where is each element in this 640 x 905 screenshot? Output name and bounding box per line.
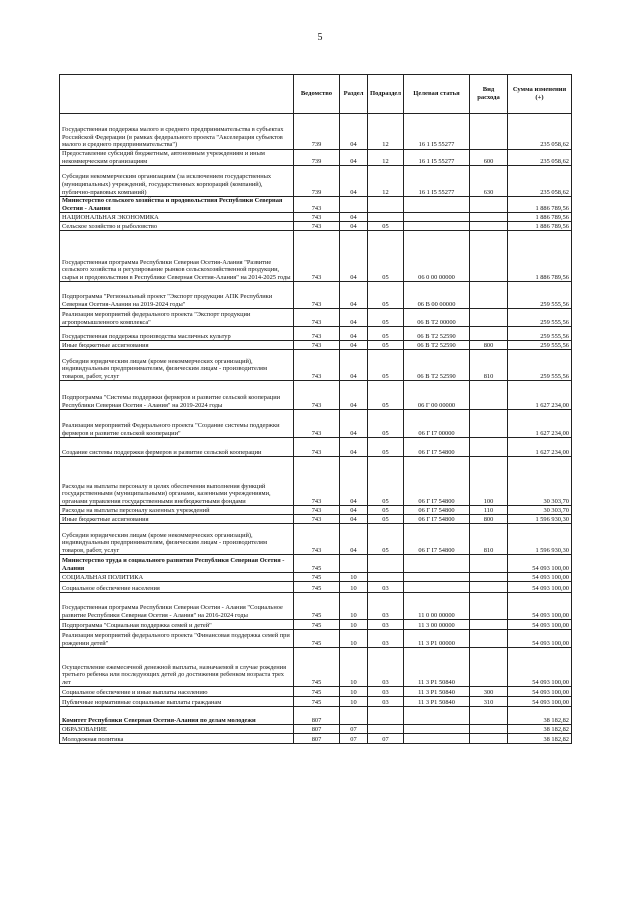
cell-target: 11 3 P1 50840 bbox=[404, 687, 470, 697]
cell-dept: 743 bbox=[294, 410, 340, 438]
cell-amount: 1 596 930,30 bbox=[508, 524, 572, 555]
cell-subsection bbox=[368, 725, 404, 734]
cell-name: Предоставление субсидий бюджетным, автономным учреждениям и иным некоммерческим организациям bbox=[60, 150, 294, 166]
cell-section: 10 bbox=[340, 697, 368, 707]
cell-dept: 743 bbox=[294, 197, 340, 213]
cell-exp-type: 630 bbox=[470, 166, 508, 197]
table-row bbox=[60, 213, 572, 222]
table-row bbox=[60, 438, 572, 457]
cell-amount: 30 303,70 bbox=[508, 457, 572, 506]
cell-target bbox=[404, 573, 470, 582]
table-row bbox=[60, 327, 572, 341]
cell-name: Субсидии некоммерческим организациям (за исключением государственных (муниципальных) учреждений, государственных корпораций (компаний), публично-правовых компаний) bbox=[60, 166, 294, 197]
cell-dept: 745 bbox=[294, 555, 340, 573]
cell-subsection: 12 bbox=[368, 166, 404, 197]
cell-section: 04 bbox=[340, 350, 368, 381]
cell-exp-type: 600 bbox=[470, 150, 508, 166]
cell-name: Комитет Республики Северная Осетия-Алания по делам молодежи bbox=[60, 707, 294, 725]
cell-subsection: 05 bbox=[368, 309, 404, 327]
cell-amount: 1 627 234,00 bbox=[508, 410, 572, 438]
cell-target bbox=[404, 222, 470, 231]
cell-dept: 807 bbox=[294, 707, 340, 725]
cell-exp-type: 110 bbox=[470, 506, 508, 515]
cell-target: 06 В 00 00000 bbox=[404, 282, 470, 309]
cell-dept: 743 bbox=[294, 213, 340, 222]
cell-name: Субсидии юридическим лицам (кроме некоммерческих организаций), индивидуальным предпринимателям, физическим лицам - производителям товаров, работ, услуг bbox=[60, 350, 294, 381]
cell-exp-type bbox=[470, 231, 508, 282]
table-row bbox=[60, 231, 572, 282]
cell-target bbox=[404, 734, 470, 744]
cell-subsection: 12 bbox=[368, 114, 404, 150]
cell-exp-type: 310 bbox=[470, 697, 508, 707]
cell-dept: 743 bbox=[294, 341, 340, 350]
cell-section: 10 bbox=[340, 687, 368, 697]
cell-subsection: 03 bbox=[368, 582, 404, 593]
cell-subsection: 05 bbox=[368, 350, 404, 381]
cell-subsection: 05 bbox=[368, 381, 404, 410]
cell-section: 07 bbox=[340, 725, 368, 734]
table-row bbox=[60, 114, 572, 150]
cell-dept: 739 bbox=[294, 150, 340, 166]
header-amount: Сумма изменения (+) bbox=[508, 75, 572, 114]
cell-name: Социальное обеспечение и иные выплаты населению bbox=[60, 687, 294, 697]
table-header-row bbox=[60, 75, 572, 114]
cell-dept: 743 bbox=[294, 506, 340, 515]
cell-exp-type bbox=[470, 381, 508, 410]
header-section: Раздел bbox=[340, 75, 368, 114]
table-row bbox=[60, 524, 572, 555]
cell-section: 10 bbox=[340, 630, 368, 648]
cell-exp-type: 810 bbox=[470, 524, 508, 555]
cell-amount: 1 886 789,56 bbox=[508, 222, 572, 231]
cell-amount: 54 093 100,00 bbox=[508, 620, 572, 630]
table-row bbox=[60, 697, 572, 707]
cell-exp-type bbox=[470, 582, 508, 593]
cell-dept: 743 bbox=[294, 457, 340, 506]
cell-amount: 1 596 930,30 bbox=[508, 515, 572, 524]
cell-section bbox=[340, 707, 368, 725]
cell-name: Публичные нормативные социальные выплаты гражданам bbox=[60, 697, 294, 707]
cell-section: 04 bbox=[340, 282, 368, 309]
cell-name: Расходы на выплаты персоналу в целях обеспечения выполнения функций государственными (муниципальными) органами, казенными учреждениями, органами управления государственными внебюджетными фондами bbox=[60, 457, 294, 506]
cell-section: 04 bbox=[340, 309, 368, 327]
table-row bbox=[60, 350, 572, 381]
cell-target: 06 Г I7 54800 bbox=[404, 438, 470, 457]
cell-exp-type bbox=[470, 573, 508, 582]
cell-amount: 30 303,70 bbox=[508, 506, 572, 515]
cell-target: 16 1 I5 55277 bbox=[404, 150, 470, 166]
cell-section: 10 bbox=[340, 593, 368, 620]
cell-exp-type bbox=[470, 309, 508, 327]
cell-exp-type bbox=[470, 114, 508, 150]
cell-subsection: 05 bbox=[368, 282, 404, 309]
cell-target: 06 0 00 00000 bbox=[404, 231, 470, 282]
cell-amount: 235 058,62 bbox=[508, 166, 572, 197]
cell-target bbox=[404, 707, 470, 725]
cell-subsection: 07 bbox=[368, 734, 404, 744]
cell-exp-type bbox=[470, 410, 508, 438]
cell-name: Государственная программа Республики Северная Осетия-Алания "Развитие сельского хозяйства и регулирование рынков сельскохозяйственной продукции, сырья и продовольствия в Республике Северная Осетия-Алания" на 2014-2025 годы bbox=[60, 231, 294, 282]
cell-exp-type bbox=[470, 630, 508, 648]
table-row bbox=[60, 648, 572, 687]
table-row bbox=[60, 282, 572, 309]
cell-dept: 745 bbox=[294, 573, 340, 582]
cell-amount: 1 886 789,56 bbox=[508, 197, 572, 213]
cell-exp-type bbox=[470, 734, 508, 744]
cell-dept: 743 bbox=[294, 438, 340, 457]
cell-target: 11 3 P1 50840 bbox=[404, 648, 470, 687]
cell-exp-type bbox=[470, 213, 508, 222]
cell-target: 11 0 00 00000 bbox=[404, 593, 470, 620]
cell-target: 06 В Т2 00000 bbox=[404, 309, 470, 327]
table-row bbox=[60, 506, 572, 515]
cell-subsection: 03 bbox=[368, 620, 404, 630]
cell-dept: 745 bbox=[294, 582, 340, 593]
table-row bbox=[60, 620, 572, 630]
cell-target: 06 В Т2 52590 bbox=[404, 350, 470, 381]
cell-exp-type: 300 bbox=[470, 687, 508, 697]
cell-target: 11 3 P1 00000 bbox=[404, 630, 470, 648]
cell-section bbox=[340, 555, 368, 573]
table-row bbox=[60, 222, 572, 231]
cell-exp-type bbox=[470, 282, 508, 309]
table-row bbox=[60, 555, 572, 573]
cell-amount: 259 555,56 bbox=[508, 341, 572, 350]
cell-exp-type bbox=[470, 620, 508, 630]
table-row bbox=[60, 197, 572, 213]
cell-section: 04 bbox=[340, 213, 368, 222]
cell-dept: 745 bbox=[294, 593, 340, 620]
budget-table bbox=[59, 74, 572, 744]
cell-section: 04 bbox=[340, 327, 368, 341]
cell-dept: 745 bbox=[294, 697, 340, 707]
cell-target: 06 В Т2 52590 bbox=[404, 327, 470, 341]
table-row bbox=[60, 593, 572, 620]
cell-dept: 743 bbox=[294, 381, 340, 410]
cell-name: Министерство сельского хозяйства и продовольствия Республики Северная Осетия - Алания bbox=[60, 197, 294, 213]
cell-amount: 259 555,56 bbox=[508, 282, 572, 309]
cell-section: 04 bbox=[340, 222, 368, 231]
cell-section: 04 bbox=[340, 515, 368, 524]
cell-section: 04 bbox=[340, 381, 368, 410]
cell-subsection: 05 bbox=[368, 515, 404, 524]
cell-amount: 1 886 789,56 bbox=[508, 231, 572, 282]
cell-dept: 807 bbox=[294, 725, 340, 734]
cell-subsection: 12 bbox=[368, 150, 404, 166]
cell-target: 06 Г I7 54800 bbox=[404, 515, 470, 524]
cell-section: 10 bbox=[340, 573, 368, 582]
cell-target bbox=[404, 725, 470, 734]
cell-exp-type bbox=[470, 438, 508, 457]
cell-subsection: 05 bbox=[368, 410, 404, 438]
cell-amount: 54 093 100,00 bbox=[508, 582, 572, 593]
cell-dept: 743 bbox=[294, 327, 340, 341]
cell-exp-type bbox=[470, 197, 508, 213]
cell-section: 04 bbox=[340, 114, 368, 150]
cell-amount: 54 093 100,00 bbox=[508, 630, 572, 648]
cell-section bbox=[340, 197, 368, 213]
cell-dept: 739 bbox=[294, 114, 340, 150]
header-target: Целевая статья bbox=[404, 75, 470, 114]
cell-amount: 54 093 100,00 bbox=[508, 555, 572, 573]
cell-subsection: 05 bbox=[368, 222, 404, 231]
table-row bbox=[60, 457, 572, 506]
cell-name: Подпрограмма "Системы поддержки фермеров и развитие сельской кооперации Республики Северная Осетия - Алания" на 2019-2024 годы bbox=[60, 381, 294, 410]
cell-subsection: 03 bbox=[368, 687, 404, 697]
cell-target: 16 1 I5 55277 bbox=[404, 166, 470, 197]
cell-dept: 745 bbox=[294, 648, 340, 687]
cell-target: 06 В Т2 52590 bbox=[404, 341, 470, 350]
cell-amount: 235 058,62 bbox=[508, 150, 572, 166]
cell-subsection: 03 bbox=[368, 697, 404, 707]
cell-amount: 1 627 234,00 bbox=[508, 381, 572, 410]
cell-subsection bbox=[368, 213, 404, 222]
cell-name: НАЦИОНАЛЬНАЯ ЭКОНОМИКА bbox=[60, 213, 294, 222]
table-row bbox=[60, 687, 572, 697]
cell-subsection bbox=[368, 197, 404, 213]
cell-name: Социальное обеспечение населения bbox=[60, 582, 294, 593]
cell-target bbox=[404, 213, 470, 222]
cell-subsection bbox=[368, 555, 404, 573]
header-dept: Ведомство bbox=[294, 75, 340, 114]
table-row bbox=[60, 381, 572, 410]
cell-name: Реализация мероприятий федерального проекта "Экспорт продукции агропромышленного комплекса" bbox=[60, 309, 294, 327]
cell-target: 06 Г 00 00000 bbox=[404, 381, 470, 410]
cell-name: Сельское хозяйство и рыболовство bbox=[60, 222, 294, 231]
cell-amount: 54 093 100,00 bbox=[508, 593, 572, 620]
cell-target: 16 1 I5 55277 bbox=[404, 114, 470, 150]
cell-target: 11 3 P1 50840 bbox=[404, 697, 470, 707]
cell-dept: 743 bbox=[294, 222, 340, 231]
cell-dept: 743 bbox=[294, 515, 340, 524]
cell-amount: 54 093 100,00 bbox=[508, 648, 572, 687]
table-row bbox=[60, 341, 572, 350]
cell-exp-type: 800 bbox=[470, 515, 508, 524]
cell-section: 04 bbox=[340, 150, 368, 166]
cell-subsection bbox=[368, 573, 404, 582]
cell-dept: 743 bbox=[294, 309, 340, 327]
table-row bbox=[60, 630, 572, 648]
table-row bbox=[60, 515, 572, 524]
cell-amount: 54 093 100,00 bbox=[508, 697, 572, 707]
cell-target: 06 Г I7 54800 bbox=[404, 524, 470, 555]
cell-target: 06 Г I7 54800 bbox=[404, 457, 470, 506]
cell-section: 04 bbox=[340, 438, 368, 457]
cell-amount: 38 182,82 bbox=[508, 725, 572, 734]
cell-section: 10 bbox=[340, 582, 368, 593]
cell-dept: 745 bbox=[294, 620, 340, 630]
cell-exp-type bbox=[470, 593, 508, 620]
page-number: 5 bbox=[317, 32, 323, 43]
cell-target bbox=[404, 197, 470, 213]
table-row bbox=[60, 707, 572, 725]
cell-name: Осуществление ежемесячной денежной выплаты, назначаемой в случае рождения третьего ребенка или последующих детей до достижения ребенком возраста трех лет bbox=[60, 648, 294, 687]
cell-amount: 54 093 100,00 bbox=[508, 687, 572, 697]
cell-exp-type bbox=[470, 707, 508, 725]
header-name bbox=[60, 75, 294, 114]
cell-subsection: 05 bbox=[368, 524, 404, 555]
cell-amount: 1 886 789,56 bbox=[508, 213, 572, 222]
cell-section: 10 bbox=[340, 620, 368, 630]
cell-exp-type bbox=[470, 648, 508, 687]
table-row bbox=[60, 725, 572, 734]
cell-section: 10 bbox=[340, 648, 368, 687]
cell-amount: 38 182,82 bbox=[508, 707, 572, 725]
cell-name: СОЦИАЛЬНАЯ ПОЛИТИКА bbox=[60, 573, 294, 582]
cell-target: 06 Г I7 00000 bbox=[404, 410, 470, 438]
header-subsection: Подраздел bbox=[368, 75, 404, 114]
cell-subsection: 05 bbox=[368, 457, 404, 506]
cell-dept: 743 bbox=[294, 524, 340, 555]
table-row bbox=[60, 309, 572, 327]
cell-exp-type: 800 bbox=[470, 341, 508, 350]
header-exp-type: Вид расхода bbox=[470, 75, 508, 114]
cell-section: 04 bbox=[340, 231, 368, 282]
cell-amount: 259 555,56 bbox=[508, 350, 572, 381]
cell-section: 07 bbox=[340, 734, 368, 744]
cell-name: Реализация мероприятий Федерального проекта "Создание системы поддержки фермеров и развитие сельской кооперации" bbox=[60, 410, 294, 438]
cell-dept: 739 bbox=[294, 166, 340, 197]
cell-subsection: 05 bbox=[368, 438, 404, 457]
cell-name: Субсидии юридическим лицам (кроме некоммерческих организаций), индивидуальным предпринимателям, физическим лицам - производителям товаров, работ, услуг bbox=[60, 524, 294, 555]
cell-name: Иные бюджетные ассигнования bbox=[60, 515, 294, 524]
cell-exp-type: 100 bbox=[470, 457, 508, 506]
cell-exp-type bbox=[470, 725, 508, 734]
cell-subsection: 05 bbox=[368, 327, 404, 341]
table-row bbox=[60, 582, 572, 593]
cell-exp-type: 810 bbox=[470, 350, 508, 381]
cell-section: 04 bbox=[340, 457, 368, 506]
cell-dept: 743 bbox=[294, 350, 340, 381]
cell-name: Создание системы поддержки фермеров и развитие сельской кооперации bbox=[60, 438, 294, 457]
cell-name: Государственная поддержка производства масличных культур bbox=[60, 327, 294, 341]
cell-amount: 54 093 100,00 bbox=[508, 573, 572, 582]
cell-exp-type bbox=[470, 327, 508, 341]
cell-amount: 235 058,62 bbox=[508, 114, 572, 150]
cell-dept: 745 bbox=[294, 630, 340, 648]
cell-name: Молодежная политика bbox=[60, 734, 294, 744]
cell-subsection: 05 bbox=[368, 506, 404, 515]
table-row bbox=[60, 410, 572, 438]
cell-name: Государственная программа Республики Северная Осетия - Алания "Социальное развитие Республики Северная Осетия - Алания" на 2016-2024 годы bbox=[60, 593, 294, 620]
cell-subsection: 05 bbox=[368, 231, 404, 282]
table-row bbox=[60, 150, 572, 166]
cell-section: 04 bbox=[340, 410, 368, 438]
cell-name: ОБРАЗОВАНИЕ bbox=[60, 725, 294, 734]
cell-name: Государственная поддержка малого и среднего предпринимательства в субъектах Российской Федерации (в рамках федерального проекта "Акселерация субъектов малого и среднего предпринимательства") bbox=[60, 114, 294, 150]
table-row bbox=[60, 573, 572, 582]
table-row bbox=[60, 166, 572, 197]
cell-subsection: 03 bbox=[368, 593, 404, 620]
cell-name: Министерство труда и социального развития Республики Северная Осетия - Алания bbox=[60, 555, 294, 573]
cell-amount: 259 555,56 bbox=[508, 327, 572, 341]
cell-target: 06 Г I7 54800 bbox=[404, 506, 470, 515]
cell-section: 04 bbox=[340, 166, 368, 197]
cell-dept: 745 bbox=[294, 687, 340, 697]
cell-section: 04 bbox=[340, 506, 368, 515]
cell-dept: 743 bbox=[294, 282, 340, 309]
cell-section: 04 bbox=[340, 524, 368, 555]
cell-exp-type bbox=[470, 555, 508, 573]
cell-name: Иные бюджетные ассигнования bbox=[60, 341, 294, 350]
cell-name: Подпрограмма "Региональный проект "Экспорт продукции АПК Республики Северная Осетия-Алания на 2019-2024 годы" bbox=[60, 282, 294, 309]
cell-dept: 743 bbox=[294, 231, 340, 282]
cell-amount: 38 182,82 bbox=[508, 734, 572, 744]
cell-section: 04 bbox=[340, 341, 368, 350]
cell-amount: 1 627 234,00 bbox=[508, 438, 572, 457]
cell-amount: 259 555,56 bbox=[508, 309, 572, 327]
cell-target bbox=[404, 555, 470, 573]
cell-subsection: 05 bbox=[368, 341, 404, 350]
cell-target: 11 3 00 00000 bbox=[404, 620, 470, 630]
cell-dept: 807 bbox=[294, 734, 340, 744]
cell-subsection: 03 bbox=[368, 630, 404, 648]
cell-exp-type bbox=[470, 222, 508, 231]
cell-name: Расходы на выплаты персоналу казенных учреждений bbox=[60, 506, 294, 515]
cell-target bbox=[404, 582, 470, 593]
cell-subsection: 03 bbox=[368, 648, 404, 687]
cell-name: Реализация мероприятий федерального проекта "Финансовая поддержка семей при рождении детей" bbox=[60, 630, 294, 648]
cell-subsection bbox=[368, 707, 404, 725]
cell-name: Подпрограмма "Социальная поддержка семей и детей" bbox=[60, 620, 294, 630]
table-row bbox=[60, 734, 572, 744]
